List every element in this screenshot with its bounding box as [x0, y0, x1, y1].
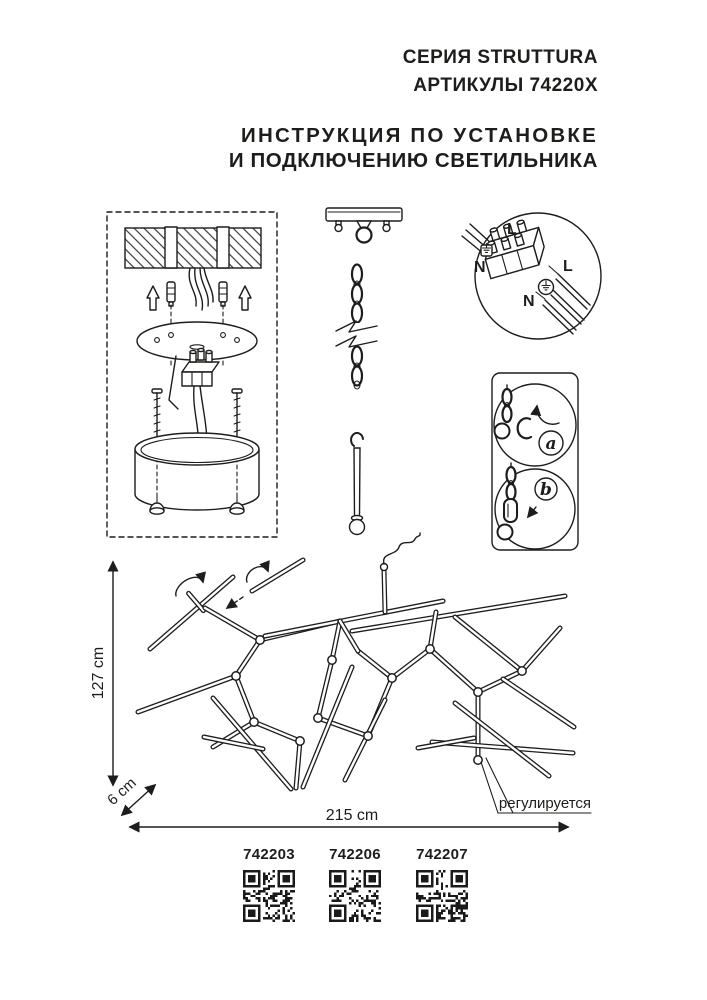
wiring-diagram: [462, 213, 601, 339]
canopy: [135, 433, 259, 510]
up-arrow-icon: [147, 286, 159, 310]
drill-hole-right: [217, 227, 229, 268]
wall-anchor-left: [167, 282, 175, 306]
article-code: 742203: [243, 846, 295, 863]
instruction-line2: И ПОДКЛЮЧЕНИЮ СВЕТИЛЬНИКА: [228, 149, 598, 172]
ceiling-mounting-diagram: [107, 212, 277, 537]
insert-arrow-icon: [227, 597, 243, 608]
hanging-rod: [350, 433, 365, 535]
cap-nut-left: [150, 497, 164, 514]
series-line: СЕРИЯ STRUTTURA: [402, 47, 598, 68]
power-cord: [381, 533, 421, 571]
article-742206: [327, 846, 383, 927]
instruction-line1: ИНСТРУКЦИЯ ПО УСТАНОВКЕ: [241, 124, 598, 147]
articles-line: АРТИКУЛЫ 74220X: [413, 75, 598, 96]
up-arrow-icon: [239, 286, 251, 310]
mains-wires: [189, 268, 213, 310]
terminal-neutral-label: N: [474, 259, 486, 276]
cap-nut-right: [230, 497, 244, 514]
article-742203: [241, 846, 297, 927]
width-dim-label: 215 cm: [325, 807, 379, 824]
detail-b-label: b: [540, 480, 552, 500]
ceiling-plate: [137, 322, 257, 360]
detail-a: [494, 384, 576, 466]
qr-code: [243, 870, 295, 922]
chain-ring: [498, 525, 513, 540]
depth-dim-label: 6 cm: [104, 774, 140, 809]
suspension-parts: [326, 208, 402, 535]
suspension-chain: [334, 265, 380, 390]
chandelier-rods: [138, 560, 574, 789]
height-dim-label: 127 cm: [90, 646, 107, 700]
terminal-live-label: L: [507, 221, 517, 238]
chandelier-drawing: [138, 533, 574, 789]
chain-adjustment-details: [492, 373, 578, 550]
detail-a-label: a: [545, 434, 557, 454]
ceiling-bracket: [326, 208, 402, 243]
carabiner-link: [504, 499, 517, 522]
drill-hole-left: [165, 227, 177, 268]
ceiling-hatch: [125, 228, 261, 268]
wire-live-label: L: [563, 258, 573, 275]
article-742207: [414, 846, 470, 927]
bracket-ring: [357, 228, 372, 243]
article-code: 742207: [416, 846, 468, 863]
article-code: 742206: [329, 846, 381, 863]
qr-code: [329, 870, 381, 922]
wire-neutral-label: N: [523, 293, 535, 310]
adjustable-label: регулируется: [498, 795, 592, 812]
qr-code: [416, 870, 468, 922]
wall-anchor-right: [219, 282, 227, 306]
chain-ring: [495, 424, 510, 439]
terminal-pins: [190, 348, 212, 362]
rotate-arrow-icon: [247, 567, 268, 582]
